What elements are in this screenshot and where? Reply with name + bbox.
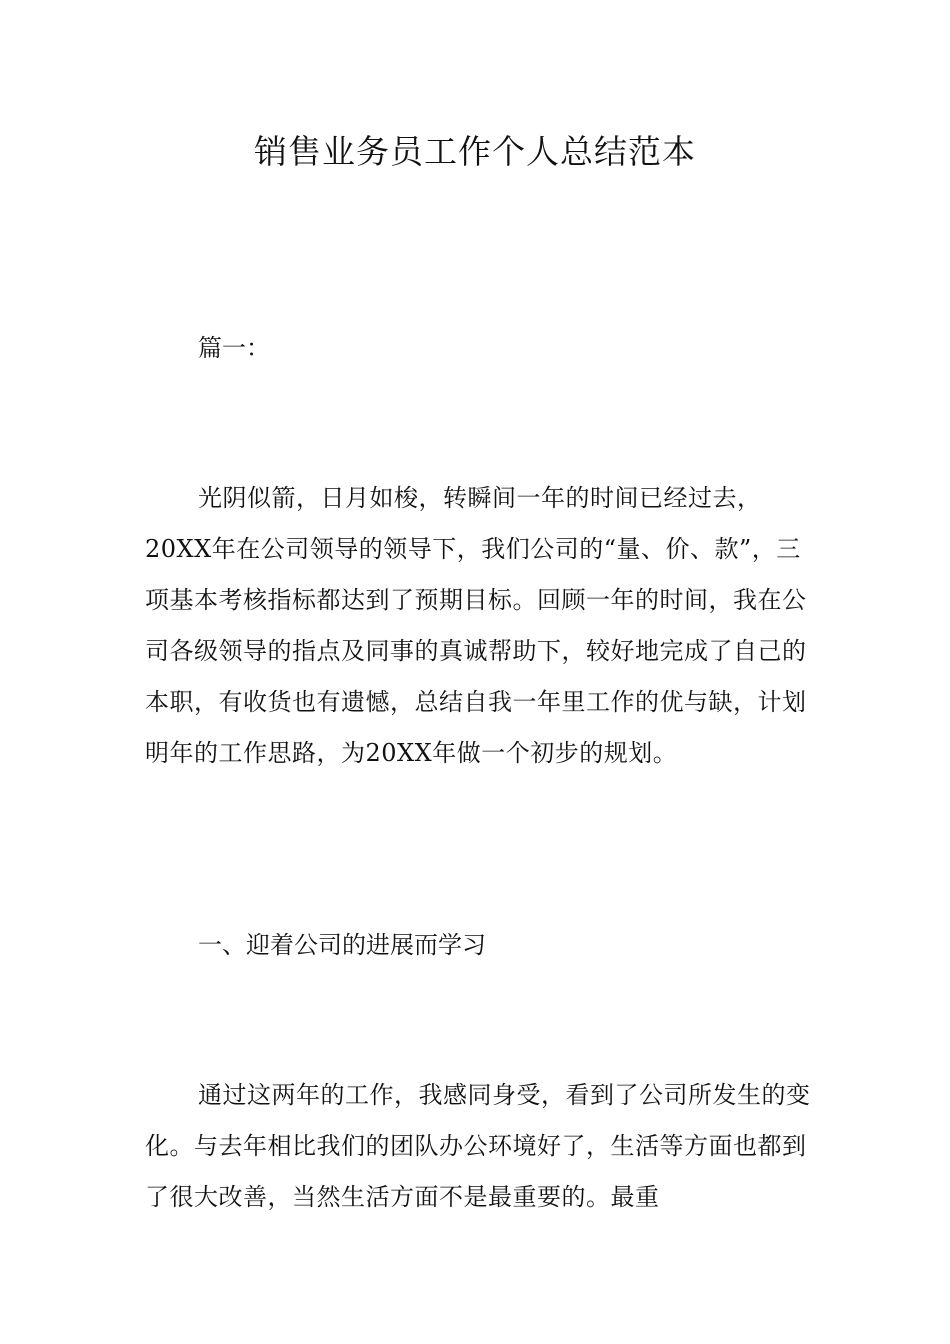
section-heading: 一、迎着公司的进展而学习 (198, 931, 486, 959)
paragraph-body: 通过这两年的工作，我感同身受，看到了公司所发生的变化。与去年相比我们的团队办公环境好了，生活等方面也都到了很大改善，当然生活方面不是最重要的。最重 (145, 1081, 811, 1211)
document-title: 销售业务员工作个人总结范本 (254, 132, 696, 171)
part-label: 篇一： (198, 334, 270, 362)
paragraph-intro: 光阴似箭，日月如梭，转瞬间一年的时间已经过去，20XX年在公司领导的领导下，我们公司的“量、价、款”，三项基本考核指标都达到了预期目标。回顾一年的时间，我在公司各级领导的指点及同事的真诚帮助下，较好地完成了自己的本职，有收货也有遗憾，总结自我一年里工作的优与缺，计划明年的工作思路，为20XX年做一个初步的规划。 (145, 484, 807, 767)
